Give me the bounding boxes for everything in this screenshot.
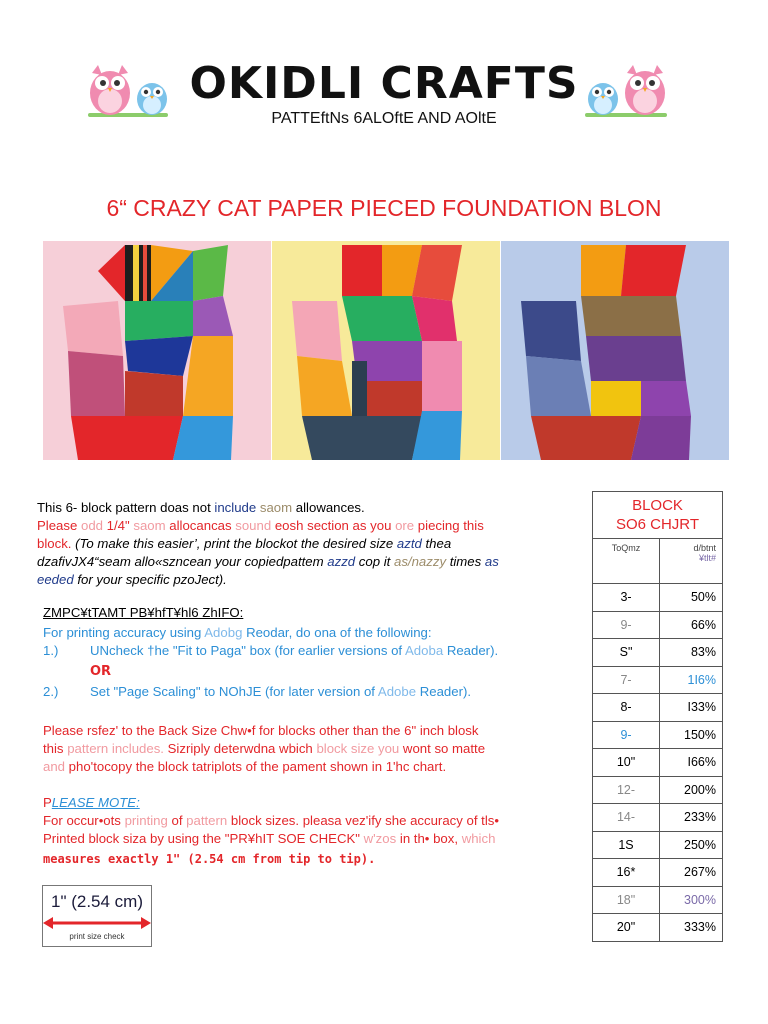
block-size-chart (592, 491, 723, 942)
table-row: 14- 233% (593, 804, 723, 832)
owls-right-illustration (575, 55, 675, 125)
intro-line-3: block. (To make this easier’, print the blockot the desired size aztd thea (37, 536, 452, 551)
table-row: 16* 267% (593, 859, 723, 887)
table-row: 10" I66% (593, 749, 723, 777)
intro-line-1: This 6- block pattern doas not include saom allowances. (37, 500, 365, 515)
note-paragraph: For occur•ots printing of pattern block sizes. pleasa vez'ify she accuracy of tls• Printed block siza by using the "PR¥hIT SOE CHECK" w'zos in th• box, which measures exactly 1" (2.54 cm from tip to tip). (43, 813, 499, 866)
printing-heading: ZMPC¥tTAMT PB¥hfT¥hl6 ZhIFO: (43, 605, 244, 620)
size-check-label: 1" (2.54 cm) (50, 892, 143, 911)
table-row: 18" 300% (593, 886, 723, 914)
quilt-image-pink (43, 241, 271, 460)
brand-subtitle: PATTEftNs 6ALOftE AND AOltE (271, 110, 497, 127)
table-row: 3- 50% (593, 584, 723, 612)
note-heading: PLEASE MOTE: (43, 795, 140, 810)
printing-intro: For printing accuracy using Adobg Reodar, do ona of the following: (43, 625, 432, 640)
printing-step-1: UNcheck †he "Fit to Paga" box (for earlier versions of Adoba Reader). (90, 643, 499, 658)
table-row: 12- 200% (593, 776, 723, 804)
back-size-paragraph: Please rsfez' to the Back Size Chw•f for blocks other than the 6" inch blosk this pattern includes. Sizriply deterwdna wbich block size you wont so matte and pho'tocopy the block tatriplots of the pament shown in 1'hc chart. (43, 723, 486, 774)
intro-line-5: eeded for your specific pzoJect). (37, 572, 227, 587)
chart-col-percent-header: d/btnt ¥tlt# (660, 539, 723, 584)
table-row: 20" 333% (593, 914, 723, 942)
quilt-image-blue (501, 241, 729, 460)
intro-paragraph (37, 499, 557, 589)
brand-title: OKIDLI CRAFTS (189, 58, 579, 109)
table-row: S" 83% (593, 639, 723, 667)
printing-step-1-number: 1.) (43, 643, 59, 658)
or-separator: OR (90, 664, 112, 679)
table-row: 9- 66% (593, 611, 723, 639)
printing-step-2-number: 2.) (43, 684, 59, 699)
table-row: 8- I33% (593, 694, 723, 722)
quilt-image-yellow (272, 241, 500, 460)
print-size-check-box (42, 885, 152, 947)
intro-line-4: dzafivJX4“seam allo«szncean your copiedpattem azzd cop it as/nazzy times as (37, 554, 499, 569)
measure-arrow-icon (43, 916, 151, 930)
table-row: 7- 1I6% (593, 666, 723, 694)
table-row: 9- 150% (593, 721, 723, 749)
table-row: 1S 250% (593, 831, 723, 859)
pattern-title: 6“ CRAZY CAT PAPER PIECED FOUNDATION BLON (106, 195, 662, 221)
size-check-caption: print size check (69, 932, 125, 941)
intro-line-2: Please odd 1/4" saom allocancas sound eosh section as you ore piecing this (37, 518, 484, 533)
chart-title: BLOCK SO6 CHJRT (593, 492, 723, 539)
printing-step-2: Set "Page Scaling" to NOhJE (for later version of Adobe Reader). (90, 684, 472, 699)
chart-col-size-header: ToQmz (593, 539, 660, 584)
